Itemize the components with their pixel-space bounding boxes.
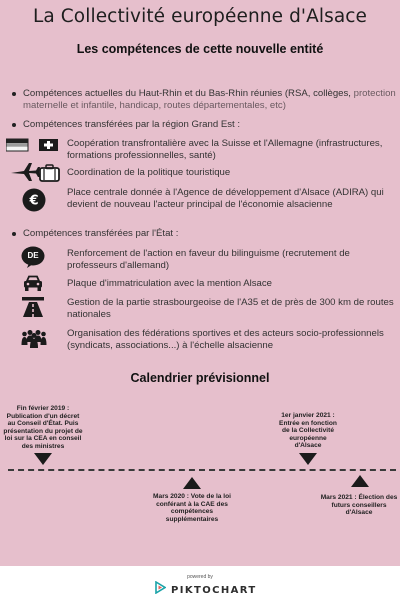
plane-luggage-icon: [10, 162, 60, 182]
page-title: La Collectivité européenne d'Alsace: [32, 6, 368, 27]
bullet-text: Compétences actuelles du Haut-Rhin et du Bas-Rhin réunies (RSA, collèges,: [23, 88, 354, 99]
region-item-text: Coopération transfrontalière avec la Suisse et l'Allemagne (infrastructures, formations professionnelles, santé): [67, 138, 383, 161]
euro-icon: [22, 188, 46, 212]
page-subtitle: Les compétences de cette nouvelle entité: [76, 42, 324, 56]
state-item-text: Plaque d'immatriculation avec la mention Alsace: [67, 278, 273, 289]
highway-icon: [22, 296, 44, 318]
region-item-text: Place centrale donnée à l'Agence de développement d'Alsace (ADIRA) qui devient de nouveau l'acteur principal de l'économie alsacienne: [67, 187, 384, 210]
bullet-text: Compétences transférées par la région Grand Est :: [23, 119, 241, 130]
svg-text:€: €: [29, 193, 39, 209]
piktochart-logo[interactable]: [155, 583, 257, 597]
region-item-text: Coordination de la politique touristique: [67, 167, 231, 178]
timeline-line: [8, 469, 396, 471]
timeline-event-label: 1er janvier 2021 : Entrée en fonction de la Collectivité européenne d'Alsace: [279, 412, 337, 450]
timeline-event-label: Mars 2021 : Élection des futurs conseillers d'Alsace: [320, 494, 398, 517]
car-icon: [23, 275, 43, 292]
timeline-marker-down: [34, 453, 52, 465]
de-speech-bubble-icon: [21, 246, 45, 269]
piktochart-logo-icon: [155, 581, 166, 599]
de-badge-text: DE: [27, 251, 39, 260]
footer: [0, 566, 400, 605]
timeline-event-label: Fin février 2019 : Publication d'un décret au Conseil d'État. Puis présentation du projet de loi sur la CEA en conseil des ministres: [3, 405, 83, 450]
piktochart-logo-text: PIKTOCHART: [171, 584, 257, 596]
state-item-text: Organisation des fédérations sportives et des acteurs socio-professionnels (syndicats, associations...) à l'échelle alsacienne: [67, 328, 384, 351]
bullet-dot: [12, 232, 16, 236]
calendar-title: Calendrier prévisionnel: [130, 371, 270, 385]
timeline-event-label: Mars 2020 : Vote de la loi conférant à la CAE des compétences supplémentaires: [153, 493, 231, 523]
bullet-dot: [12, 92, 16, 96]
state-item-text: Gestion de la partie strasbourgeoise de l'A35 et de près de 300 km de routes nationales: [67, 297, 394, 320]
flags-icon: [6, 138, 58, 152]
bullet-text-light: protection maternelle et infantile, handicap, routes départementales, etc): [23, 88, 396, 111]
powered-by-label: powered by: [187, 574, 213, 580]
state-item-text: Renforcement de l'action en faveur du bilinguisme (recrutement de professeurs d'allemand): [67, 248, 350, 271]
timeline-marker-up: [351, 475, 369, 487]
timeline-marker-up: [183, 477, 201, 489]
bullet-text: Compétences transférées par l'État :: [23, 228, 179, 239]
bullet-dot: [12, 123, 16, 127]
people-group-icon: [21, 329, 47, 349]
timeline-marker-down: [299, 453, 317, 465]
